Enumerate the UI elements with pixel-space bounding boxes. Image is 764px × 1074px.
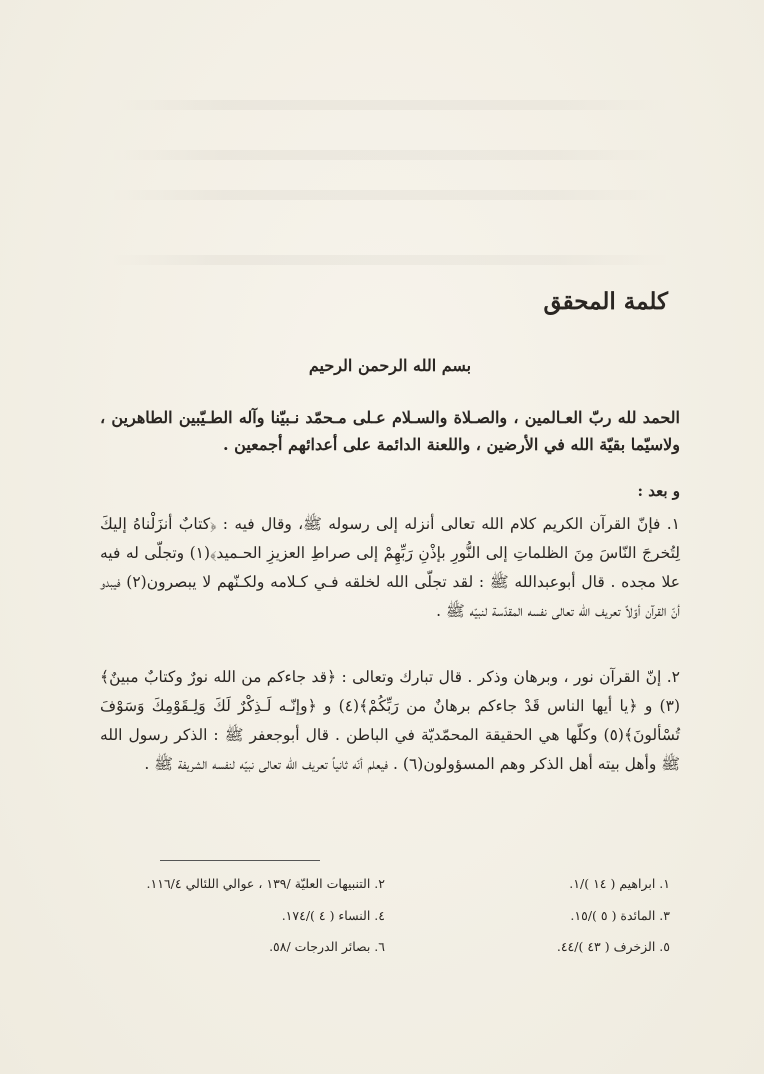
- transition-phrase: و بعد :: [637, 482, 680, 500]
- intro-paragraph: الحمد لله ربّ العـالمين ، والصـلاة والسـلام عـلى مـحمّد نـبيّنا وآله الطـيّبين الطاهرين ، ولاسيّما بقيّة الله في الأرضين ، واللعنة الدائمة على أعدائهم أجمعين .: [100, 408, 680, 454]
- footnote-4: ٤. النساء ( ٤ )/١٧٤.: [281, 908, 385, 923]
- paragraph-1: ١. فإنّ القرآن الكريم كلام الله تعالى أنزله إلى رسوله ﷺ، وقال فيه : ﴿كتابٌ أنزَلْناهُ إليكَ لِتُخرجَ النّاسَ مِنَ الظلماتِ إلى النُّورِ بإذْنِ رَبِّهِمْ إلى صراطِ العزيزِ الحـميد﴾(١) وتجلّى له فيه علا مجده . قال أبوعبدالله ﷺ : لقد تجلّى الله لخلقه فـي كـلامه ولكـنّهم لا يبصرون(٢) فيبدو أنّ القرآن أوّلاً تعريف الله تعالى نفسه المقدّسة لنبيّه ﷺ .: [100, 515, 681, 620]
- footnote-3: ٣. المائدة ( ٥ )/١٥.: [570, 908, 670, 923]
- paragraph-2: ٢. إنّ القرآن نور ، وبرهان وذكر . قال تبارك وتعالى : ﴿قد جاءكم من الله نورٌ وكتابٌ مبينٌ﴾(٣) و ﴿يا أيها الناس قَدْ جاءكم برهانٌ من رَبِّكُمْ﴾(٤) و ﴿وإنّـه لَـذِكْرٌ لَكَ وَلِـقَوْمِكَ وَسَوْفَ تُسْألونَ﴾(٥) وكلّها هي الحقيقة المحمّديّة في الباطن . قال أبوجعفر ﷺ : الذكر رسول الله ﷺ وأهل بيته أهل الذكر وهم المسؤولون(٦) . فيعلم أنّه ثانياً تعريف الله تعالى نبيّه لنفسه الشريفة ﷺ .: [100, 668, 680, 773]
- footnote-5: ٥. الزخرف ( ٤٣ )/٤٤.: [556, 939, 670, 954]
- footnote-divider: [160, 860, 320, 861]
- bleed-through-shadow: [110, 190, 670, 200]
- bleed-through-shadow: [110, 255, 670, 265]
- footnote-6: ٦. بصائر الدرجات /٥٨.: [269, 939, 385, 954]
- bleed-through-shadow: [110, 100, 670, 110]
- basmala: بسم الله الرحمن الرحيم: [308, 356, 472, 375]
- footnote-2: ٢. التنبيهات العليّة /١٣٩ ، عوالي اللئالي ١١٦/٤.: [146, 876, 385, 891]
- bleed-through-shadow: [110, 150, 670, 160]
- footnote-1: ١. ابراهيم ( ١٤ )/١.: [569, 876, 670, 891]
- page-title: كلمة المحقق: [543, 288, 668, 315]
